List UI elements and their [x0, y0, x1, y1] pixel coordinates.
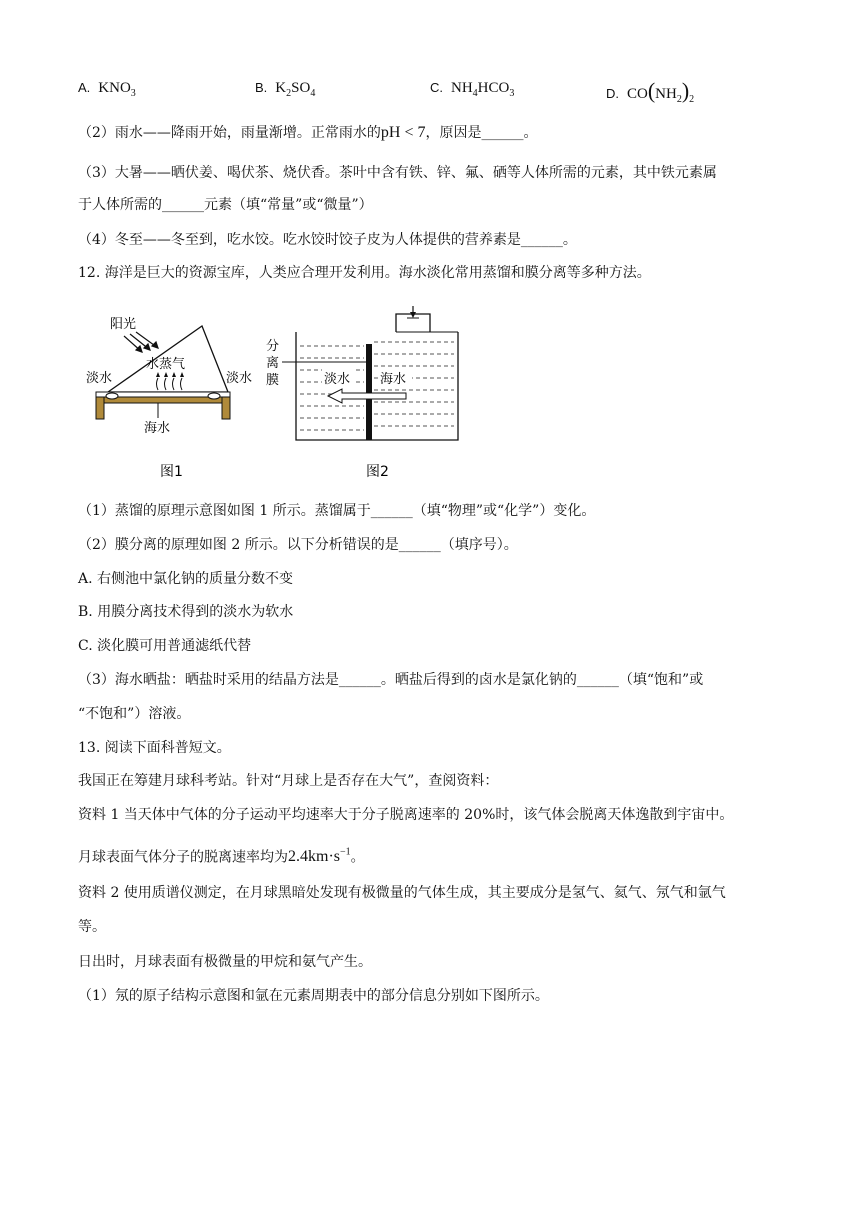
figure-2-caption: 图2 — [366, 464, 389, 480]
q12-part3-line2: “不饱和”）溶液。 — [78, 706, 191, 722]
q11-part2: （2）雨水——降雨开始，雨量渐增。正常雨水的pH < 7，原因是______。 — [78, 124, 538, 141]
q12-part3-line1: （3）海水晒盐：晒盐时采用的结晶方法是______。晒盐后得到的卤水是氯化钠的______（填“饱和”或 — [78, 672, 704, 688]
escape-velocity-value: $2.4km\cdot s^{-1}$ — [288, 847, 351, 866]
basin-left-wall — [96, 397, 104, 419]
q13-material1-line1: 资料 1 当天体中气体的分子运动平均速率大于分子脱离速率的 20%时，该气体会脱离天体逸散到宇宙中。 — [78, 807, 734, 823]
membrane — [366, 344, 372, 440]
q13-stem: 13. 阅读下面科普短文。 — [78, 740, 231, 756]
basin-right-wall — [222, 397, 230, 419]
ph-expression: pH < 7 — [380, 124, 426, 141]
q12-option-b: B. 用膜分离技术得到的淡水为软水 — [78, 604, 294, 620]
q11-part3-line2: 于人体所需的______元素（填“常量”或“微量”） — [78, 197, 373, 213]
fresh-water-right-label: 淡水 — [226, 371, 253, 386]
q13-sunrise-note: 日出时，月球表面有极微量的甲烷和氨气产生。 — [78, 954, 372, 970]
option-a-formula: $KNO_3$ — [98, 80, 136, 99]
vapor-label: 水蒸气 — [146, 357, 186, 372]
pressure-arrowhead — [410, 312, 416, 318]
sunlight-label: 阳光 — [110, 317, 137, 332]
seawater-label: 海水 — [144, 421, 171, 436]
q13-intro: 我国正在筹建月球科考站。针对“月球上是否存在大气”，查阅资料： — [78, 773, 499, 789]
water-droplets — [156, 372, 184, 377]
figure-1-caption: 图1 — [160, 464, 183, 480]
membrane-label-char1: 分 — [266, 339, 280, 354]
q13-material2-line2: 等。 — [78, 919, 106, 935]
q12-part2: （2）膜分离的原理如图 2 所示。以下分析错误的是______（填序号）。 — [78, 537, 518, 553]
option-a: A. $KNO_3$ — [78, 80, 136, 99]
fresh-water-left-label: 淡水 — [86, 371, 113, 386]
option-b: B. $K_2SO_4$ — [255, 80, 316, 99]
fresh-water-label: 淡水 — [324, 372, 351, 387]
q12-option-c: C. 淡化膜可用普通滤纸代替 — [78, 638, 252, 654]
figure-2-membrane-diagram — [262, 306, 472, 486]
q12-stem: 12. 海洋是巨大的资源宝库，人类应合理开发利用。海水淡化常用蒸馏和膜分离等多种方法。 — [78, 265, 651, 281]
tank-walls — [296, 332, 458, 440]
membrane-label-char3: 膜 — [266, 373, 280, 388]
seawater-label: 海水 — [380, 372, 407, 387]
q12-part1: （1）蒸馏的原理示意图如图 1 所示。蒸馏属于______（填“物理”或“化学”）变化。 — [78, 503, 596, 519]
membrane-label-char2: 离 — [266, 356, 280, 371]
basin-floor — [104, 397, 222, 403]
q11-part4: （4）冬至——冬至到，吃水饺。吃水饺时饺子皮为人体提供的营养素是______。 — [78, 232, 577, 248]
sun-rays — [124, 332, 158, 352]
q13-material1-line2: 月球表面气体分子的脱离速率均为$2.4km\cdot s^{-1}$。 — [78, 847, 365, 866]
option-c: C. $NH_4HCO_3$ — [430, 80, 515, 99]
q11-part3-line1: （3）大暑——晒伏姜、喝伏茶、烧伏香。茶叶中含有铁、锌、氟、硒等人体所需的元素，其中铁元素属 — [78, 165, 717, 181]
q13-part1: （1）氖的原子结构示意图和氩在元素周期表中的部分信息分别如下图所示。 — [78, 988, 549, 1004]
option-d: D. $CO(NH_2)_2$ — [606, 78, 695, 105]
q13-material2-line1: 资料 2 使用质谱仪测定，在月球黑暗处发现有极微量的气体生成，其主要成分是氢气、氦气、氖气和氩气 — [78, 885, 726, 901]
figure-1-distillation-diagram — [86, 306, 253, 486]
vapor-arrows — [157, 378, 183, 390]
collector-right — [208, 393, 220, 399]
collector-left — [106, 393, 118, 399]
q12-option-a: A. 右侧池中氯化钠的质量分数不变 — [78, 571, 294, 587]
